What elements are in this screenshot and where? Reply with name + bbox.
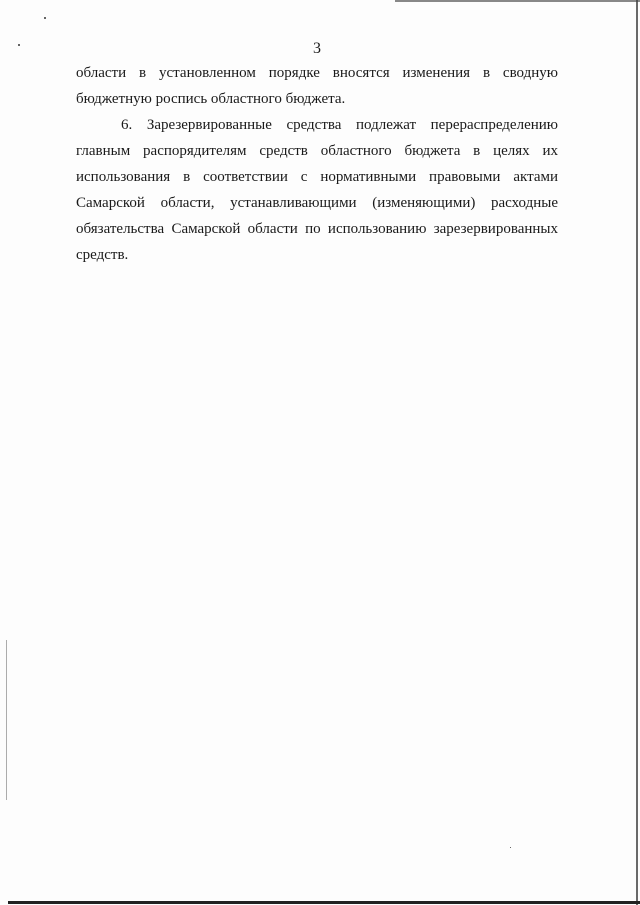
scan-speck: [510, 847, 511, 848]
body-text: [76, 60, 558, 268]
paragraph-line: Самарской области, устанавливающими (изменяющими) расходные: [76, 195, 558, 211]
paragraph-line: средств.: [76, 247, 129, 263]
paragraph-line: использования в соответствии с нормативными правовыми актами: [76, 169, 558, 185]
paragraph-line: обязательства Самарской области по использованию зарезервированных: [76, 221, 558, 237]
scan-speck: [44, 17, 46, 19]
scan-edge-left: [6, 640, 7, 800]
paragraph-line: области в установленном порядке вносятся изменения в сводную: [76, 65, 558, 81]
paragraph-line: бюджетную роспись областного бюджета.: [76, 91, 346, 107]
scan-edge-right: [636, 0, 638, 905]
page-number: 3: [313, 40, 321, 57]
paragraph-line: главным распорядителям средств областного бюджета в целях их: [76, 143, 558, 159]
scan-edge-top: [395, 0, 640, 2]
paragraph-line: 6. Зарезервированные средства подлежат перераспределению: [121, 117, 558, 133]
scan-edge-bottom: [8, 901, 640, 904]
